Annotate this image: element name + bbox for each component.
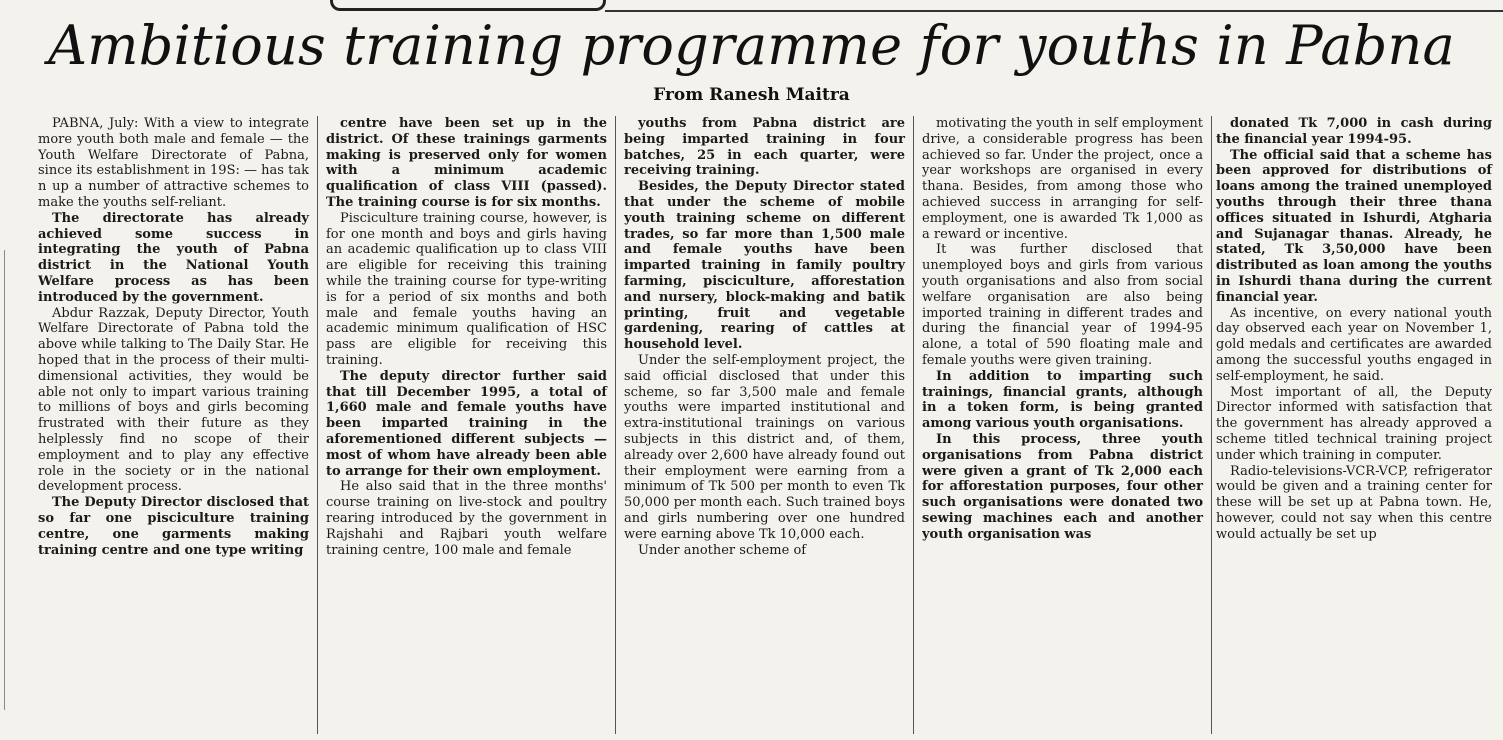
- paragraph: Most important of all, the Deputy Director informed with satisfaction that the government has already approved a scheme titled technical training project under which training in computer.: [1216, 384, 1492, 463]
- paragraph: The Deputy Director disclosed that so far one pisciculture training centre, one garments making training centre and one type writing: [38, 495, 309, 558]
- paragraph: In addition to imparting such trainings, financial grants, although in a token form, is being granted among various youth organisations.: [922, 368, 1203, 432]
- byline: From Ranesh Maitra: [653, 85, 850, 105]
- column-1: [38, 116, 318, 734]
- column-3: [624, 116, 914, 734]
- paragraph: He also said that in the three months' course training on live-stock and poultry rearing introduced by the government in Rajshahi and Rajbari youth welfare training centre, 100 male and female: [326, 479, 607, 558]
- paragraph: centre have been set up in the district. Of these trainings garments making is preserved only for women with a minimum academic qualification of class VIII (passed). The training course is for six months.: [326, 116, 607, 210]
- column-2: [326, 116, 616, 734]
- paragraph: PABNA, July: With a view to integrate more youth both male and female — the Youth Welfare Directorate of Pabna, since its establishment in 19S: — has tak n up a number of attractive schemes to make the youths self-reliant.: [38, 116, 309, 210]
- paragraph: Under the self-employment project, the said official disclosed that under this scheme, so far 3,500 male and female youths were imparted institutional and extra-institutional trainings on various subjects in this district and, of them, already over 2,600 have already found out their employment were earning from a minimum of Tk 500 per month to even Tk 50,000 per month each. Such trained boys and girls numbering over one hundred were earning above Tk 10,000 each.: [624, 352, 905, 542]
- column-4: [922, 116, 1212, 734]
- paragraph: motivating the youth in self employment drive, a considerable progress has been achieved so far. Under the project, once a year workshops are organised in every thana. Besides, from among those who achieved success in arranging for self-employment, one is awarded Tk 1,000 as a reward or incentive.: [922, 116, 1203, 242]
- paragraph: donated Tk 7,000 in cash during the financial year 1994-95.: [1216, 116, 1492, 147]
- paragraph: Pisciculture training course, however, is for one month and boys and girls having an academic qualification up to class VIII are eligible for receiving this training while the training course for type-writing is for a period of six months and both male and female youths having an academic minimum qualification of HSC pass are eligible for receiving this training.: [326, 210, 607, 368]
- paragraph: The official said that a scheme has been approved for distributions of loans among the trained unemployed youths through their three thana offices situated in Ishurdi, Atgharia and Sujanagar thanas. Already, he stated, Tk 3,50,000 have been distributed as loan among the youths in Ishurdi thana during the current financial year.: [1216, 147, 1492, 305]
- paragraph: Under another scheme of: [638, 542, 807, 558]
- paragraph: In this process, three youth organisations from Pabna district were given a grant of Tk 2,000 each for afforestation purposes, four other such organisations were donated two sewing machines each and another youth organisation was: [922, 431, 1203, 542]
- column-5: [1216, 116, 1500, 734]
- left-margin-rule: [4, 250, 7, 710]
- paragraph: The deputy director further said that till December 1995, a total of 1,660 male and female youths have been imparted training in the aforementioned different subjects — most of whom have already been able to arrange for their own employment.: [326, 368, 607, 479]
- paragraph: Besides, the Deputy Director stated that under the scheme of mobile youth training scheme on different trades, so far more than 1,500 male and female youths have been imparted training in family poultry farming, pisciculture, afforestation and nursery, block-making and batik printing, fruit and vegetable gardening, rearing of cattles at household level.: [624, 179, 905, 353]
- paragraph: The directorate has already achieved some success in integrating the youth of Pabna district in the National Youth Welfare process as has been introduced by the government.: [38, 210, 309, 305]
- paragraph: youths from Pabna district are being imparted training in four batches, 25 in each quarter, were receiving training.: [624, 116, 905, 179]
- headline: Ambitious training programme for youths in Pabna: [48, 14, 1455, 77]
- masthead-box-fragment: [330, 0, 606, 11]
- paragraph: Radio-televisions-VCR-VCP, refrigerator would be given and a training center for these will be set up at Pabna town. He, however, could not say when this centre would actually be set up: [1216, 463, 1492, 542]
- paragraph: Abdur Razzak, Deputy Director, Youth Welfare Directorate of Pabna told the above while talking to The Daily Star. He hoped that in the process of their multi-dimensional activities, they would be able not only to impart various training to millions of boys and girls becoming frustrated with their future as they helplessly find no scope of their employment and to play any effective role in the society or in the national development process.: [38, 305, 309, 495]
- paragraph: As incentive, on every national youth day observed each year on November 1, gold medals and certificates are awarded among the successful youths engaged in self-employment, he said.: [1216, 305, 1492, 384]
- paragraph: It was further disclosed that unemployed boys and girls from various youth organisations and also from social welfare organisation are also being imported training in different trades and during the financial year of 1994-95 alone, a total of 590 floating male and female youths were given training.: [922, 242, 1203, 368]
- article-body: [10, 116, 1500, 734]
